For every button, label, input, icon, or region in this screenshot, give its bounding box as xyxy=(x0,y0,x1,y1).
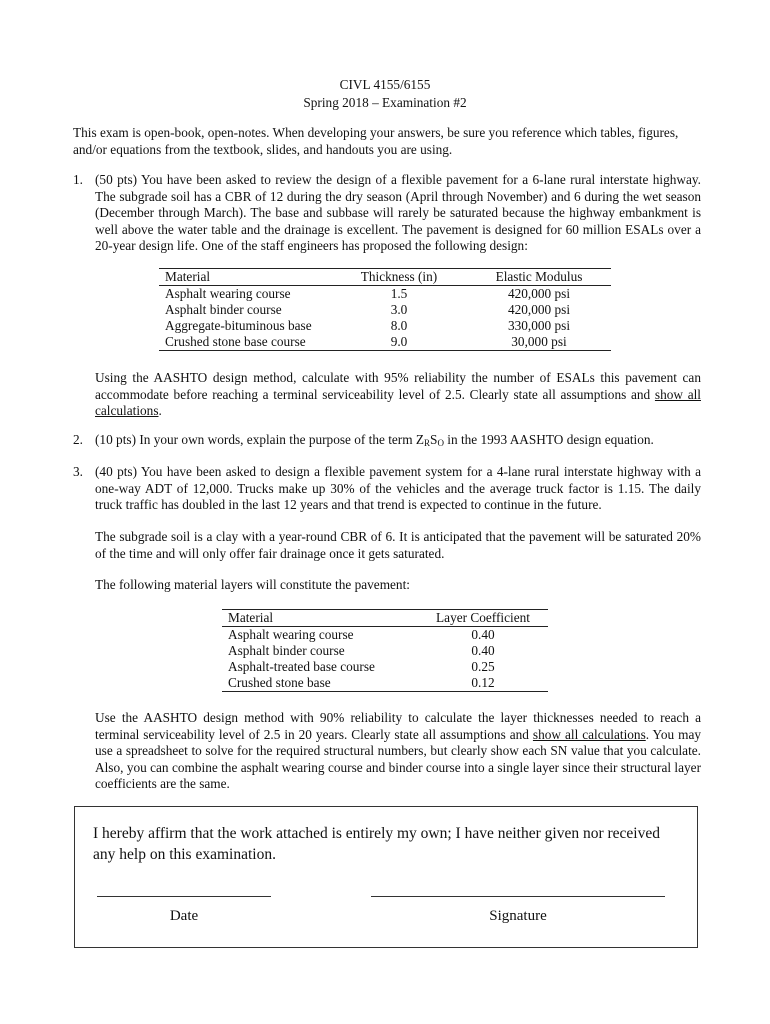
affirmation-statement: I hereby affirm that the work attached is entirely my own; I have neither given nor received any help on this examination. xyxy=(93,825,660,863)
table-header: Material xyxy=(159,269,331,286)
q2-subscript-r: R xyxy=(424,438,431,448)
affirmation-box xyxy=(74,806,698,948)
exam-term: Spring 2018 – Examination #2 xyxy=(303,95,467,110)
q3-instructions xyxy=(95,710,701,793)
q3-subgrade-paragraph: The subgrade soil is a clay with a year-round CBR of 6. It is anticipated that the pavement will be saturated 20% of the time and will only offer fair drainage once it gets saturated. xyxy=(95,529,701,561)
table-cell: Asphalt-treated base course xyxy=(228,659,375,674)
question-number: 3. xyxy=(73,464,83,479)
table-header: Elastic Modulus xyxy=(461,269,611,286)
table-header: Material xyxy=(222,610,412,627)
table-row xyxy=(159,302,611,318)
table-row xyxy=(159,334,611,351)
date-line[interactable] xyxy=(97,896,271,897)
q3-show-calculations: show all calculations xyxy=(532,726,646,742)
q1-followup-end: . xyxy=(158,403,162,418)
question-number: 2. xyxy=(73,432,83,447)
table-cell: Crushed stone base course xyxy=(159,334,331,351)
q2-text-after: in the 1993 AASHTO design equation. xyxy=(443,432,654,447)
table-row xyxy=(222,627,548,644)
table-cell: 420,000 psi xyxy=(507,286,571,301)
course-title: CIVL 4155/6155 xyxy=(339,77,431,92)
date-label: Date xyxy=(169,908,199,924)
table-cell: 8.0 xyxy=(390,318,408,333)
table-cell: Asphalt binder course xyxy=(165,302,282,317)
question-3 xyxy=(73,464,701,514)
table-cell: 0.25 xyxy=(471,659,495,674)
q2-text-s: S xyxy=(430,432,438,447)
table-row xyxy=(159,286,611,303)
table-header-row xyxy=(222,610,548,627)
question-text xyxy=(95,432,701,449)
table-cell: 3.0 xyxy=(390,302,408,317)
q1-followup xyxy=(95,370,701,420)
signature-label: Signature xyxy=(489,908,547,924)
exam-header xyxy=(0,76,770,112)
q1-show-calculations: show all calculations xyxy=(95,386,701,418)
table-cell: 0.40 xyxy=(471,643,495,658)
question-1 xyxy=(73,172,701,255)
table-cell: Aggregate-bituminous base xyxy=(165,318,312,333)
table-row xyxy=(222,659,548,675)
table-cell: Asphalt wearing course xyxy=(165,286,291,301)
q1-followup-text: Using the AASHTO design method, calculate with 95% reliability the number of ESALs this pavement can accommodate before reaching a terminal serviceability level of 2.5. Clearly state all assumptions and xyxy=(95,370,701,402)
table-cell: 30,000 psi xyxy=(461,334,611,351)
q3-layers-intro: The following material layers will constitute the pavement: xyxy=(95,577,410,592)
intro-paragraph: This exam is open-book, open-notes. When developing your answers, be sure you reference which tables, figures, and/or equations from the textbook, slides, and handouts you are using. xyxy=(73,125,679,157)
table-header: Layer Coefficient xyxy=(412,610,548,627)
table-row xyxy=(159,318,611,334)
q2-subscript-o: O xyxy=(437,438,444,448)
layer-coefficient-table xyxy=(222,609,548,692)
table-cell: 0.40 xyxy=(471,627,495,642)
table-cell: Asphalt wearing course xyxy=(228,627,354,642)
table-header: Thickness (in) xyxy=(331,269,461,286)
table-header-row xyxy=(159,269,611,286)
design-table xyxy=(159,268,611,351)
table-cell: 0.12 xyxy=(412,675,548,692)
q3-instructions-before: Use the AASHTO design method with 90% reliability to calculate the layer thicknesses needed to reach a terminal serviceability level of 2.5 in 20 years. Clearly state all assumptions and xyxy=(95,710,701,742)
table-cell: 9.0 xyxy=(331,334,461,351)
table-cell: Asphalt binder course xyxy=(228,643,345,658)
table-row xyxy=(222,675,548,692)
table-cell: 420,000 psi xyxy=(507,302,571,317)
table-cell: Crushed stone base xyxy=(222,675,412,692)
table-row xyxy=(222,643,548,659)
q3-instructions-after: . You may use a spreadsheet to solve for the required structural numbers, but clearly show each SN value that you calculate. Also, you can combine the asphalt wearing course and binder course into a single layer since their structural layer coefficients are the same. xyxy=(95,726,701,791)
table-cell: 1.5 xyxy=(390,286,408,301)
table-cell: 330,000 psi xyxy=(507,318,571,333)
question-text: (40 pts) You have been asked to design a flexible pavement system for a 4-lane rural interstate highway with a one-way ADT of 12,000. Trucks make up 30% of the vehicles and the average truck factor is 1.15. The daily truck traffic has doubled in the last 12 years and that trend is expected to continue in the future. xyxy=(95,464,701,512)
signature-line[interactable] xyxy=(371,896,665,897)
question-2 xyxy=(73,432,701,449)
question-text: (50 pts) You have been asked to review the design of a flexible pavement for a 6-lane rural interstate highway. The subgrade soil has a CBR of 12 during the dry season (April through November) and 6 during the wet season (December through March). The base and subbase will rarely be saturated because the highway embankment is well above the water table and the drainage is excellent. The pavement is designed for 60 million ESALs over a 20-year design life. One of the staff engineers has proposed the following design: xyxy=(95,172,701,253)
q2-text-before: (10 pts) In your own words, explain the purpose of the term Z xyxy=(95,432,425,447)
question-number: 1. xyxy=(73,172,83,187)
